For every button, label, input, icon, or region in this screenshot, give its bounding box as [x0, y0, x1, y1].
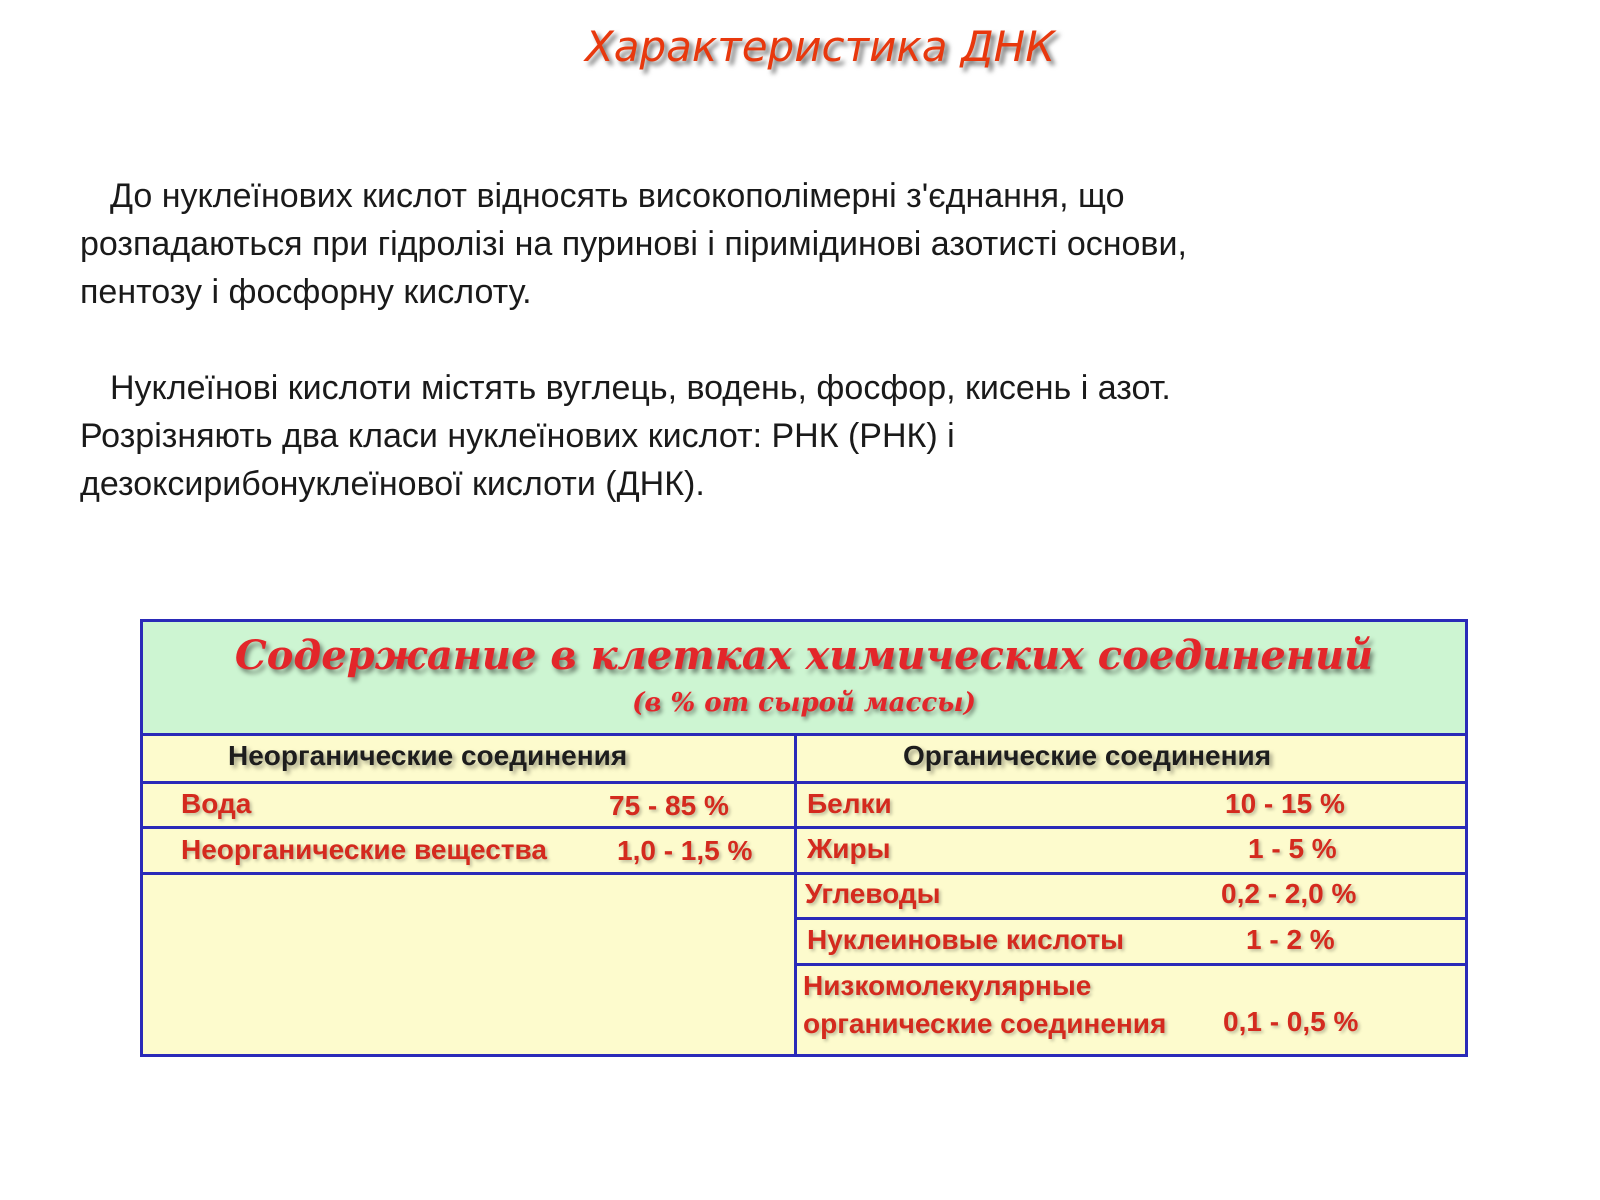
- row-proteins-value: 10 - 15 %: [1225, 788, 1345, 819]
- paragraph2-line1: Нуклеїнові кислоти містять вуглець, водень, фосфор, кисень і азот.: [110, 369, 1171, 407]
- row-inorganic-substances-name: Неорганические вещества: [181, 834, 547, 865]
- chemical-compounds-table: [140, 619, 1468, 1057]
- row-divider: [797, 963, 1465, 966]
- row-water-name: Вода: [181, 788, 252, 819]
- table-subtitle: (в % от сырой массы): [632, 688, 976, 718]
- paragraph2-line2: Розрізняють два класи нуклеїнових кислот: РНК (РНК) і: [80, 417, 955, 455]
- column-divider: [794, 736, 797, 1057]
- row-low-molecular-value: 0,1 - 0,5 %: [1223, 1006, 1359, 1037]
- paragraph2-line3: дезоксирибонуклеїнової кислоти (ДНК).: [80, 465, 705, 503]
- table-title: Содержание в клетках химических соединений: [234, 632, 1374, 679]
- inorganic-column-header: Неорганические соединения: [228, 740, 628, 771]
- row-low-molecular-name: [803, 967, 1166, 1043]
- table-header-band: [143, 622, 1465, 736]
- row-inorganic-substances-value: 1,0 - 1,5 %: [617, 835, 753, 866]
- paragraph1-line3: пентозу і фосфорну кислоту.: [80, 273, 532, 311]
- row-carbohydrates-name: Углеводы: [805, 878, 941, 909]
- row-water-value: 75 - 85 %: [609, 790, 729, 821]
- paragraph1-line2: розпадаються при гідролізі на пуринові і піримідинові азотисті основи,: [80, 225, 1187, 263]
- row-divider: [143, 872, 1465, 875]
- row-nucleic-acids-value: 1 - 2 %: [1246, 924, 1335, 955]
- slide-title: Характеристика ДНК: [584, 22, 1056, 71]
- row-low-molecular-name-line2: органические соединения: [803, 1008, 1167, 1039]
- paragraph-nucleic-acids-definition: [80, 172, 1520, 316]
- row-divider: [143, 826, 1465, 829]
- row-divider: [143, 781, 1465, 784]
- paragraph-nucleic-acids-composition: [80, 364, 1520, 508]
- row-fats-name: Жиры: [807, 833, 891, 864]
- row-nucleic-acids-name: Нуклеиновые кислоты: [807, 924, 1125, 955]
- row-low-molecular-name-line1: Низкомолекулярные: [803, 970, 1092, 1001]
- row-fats-value: 1 - 5 %: [1248, 833, 1337, 864]
- paragraph1-line1: До нуклеїнових кислот відносять високополімерні з'єднання, що: [110, 177, 1125, 215]
- row-proteins-name: Белки: [807, 788, 892, 819]
- row-carbohydrates-value: 0,2 - 2,0 %: [1221, 878, 1357, 909]
- organic-column-header: Органические соединения: [903, 740, 1272, 771]
- row-divider: [797, 917, 1465, 920]
